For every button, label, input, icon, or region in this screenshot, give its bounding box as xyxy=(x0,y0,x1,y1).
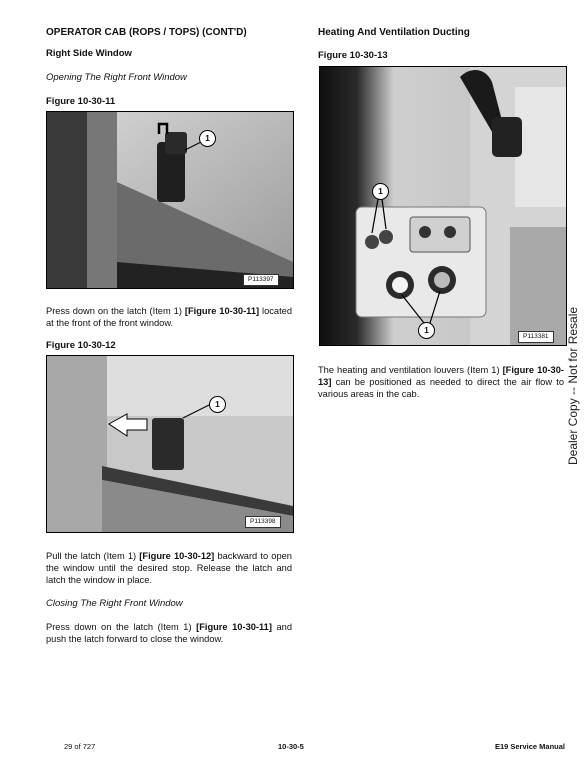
figure-11-code: P113397 xyxy=(243,274,279,286)
paragraph-closing: Press down on the latch (Item 1) [Figure 10-30-11] and push the latch forward to close the window. xyxy=(46,622,292,644)
paragraph-pull-latch: Pull the latch (Item 1) [Figure 10-30-12] backward to open the window until the desired stop. Release the latch and latch the window in place. xyxy=(46,551,292,585)
figure-ref: [Figure 10-30-13] xyxy=(318,365,564,387)
figure-11-callout: 1 xyxy=(199,130,216,147)
figure-13-callout-top: 1 xyxy=(372,183,389,200)
figure-11-photo xyxy=(46,111,294,289)
figure-12-photo xyxy=(46,355,294,533)
figure-ref: [Figure 10-30-11] xyxy=(196,622,272,632)
figure-ref: [Figure 10-30-12] xyxy=(139,551,215,561)
footer-page-number: 10-30-5 xyxy=(278,742,304,751)
figure-13-photo xyxy=(319,66,567,346)
figure-12-callout: 1 xyxy=(209,396,226,413)
paragraph-opening: Press down on the latch (Item 1) [Figure 10-30-11] located at the front of the front window. xyxy=(46,306,293,328)
footer-manual-title: E19 Service Manual xyxy=(494,742,565,751)
figure-13-code: P113381 xyxy=(518,331,554,343)
footer-page-count: 29 of 727 xyxy=(64,742,96,751)
figure-11-title: Figure 10-30-11 xyxy=(46,96,116,107)
closing-title: Closing The Right Front Window xyxy=(46,598,183,609)
section-title: OPERATOR CAB (ROPS / TOPS) (CONT'D) xyxy=(46,27,247,38)
opening-title: Opening The Right Front Window xyxy=(46,72,187,83)
figure-13-title: Figure 10-30-13 xyxy=(318,50,388,61)
paragraph-louvers: The heating and ventilation louvers (Item 1) [Figure 10-30-13] can be positioned as needed to direct the air flow to various areas in the cab. xyxy=(318,365,564,399)
figure-13-callout-bottom: 1 xyxy=(418,322,435,339)
figure-ref: [Figure 10-30-11] xyxy=(184,306,260,316)
figure-12-code: P113398 xyxy=(245,516,281,528)
right-heading: Heating And Ventilation Ducting xyxy=(318,27,470,38)
subheading-right-side-window: Right Side Window xyxy=(46,48,132,59)
figure-12-title: Figure 10-30-12 xyxy=(46,340,116,351)
